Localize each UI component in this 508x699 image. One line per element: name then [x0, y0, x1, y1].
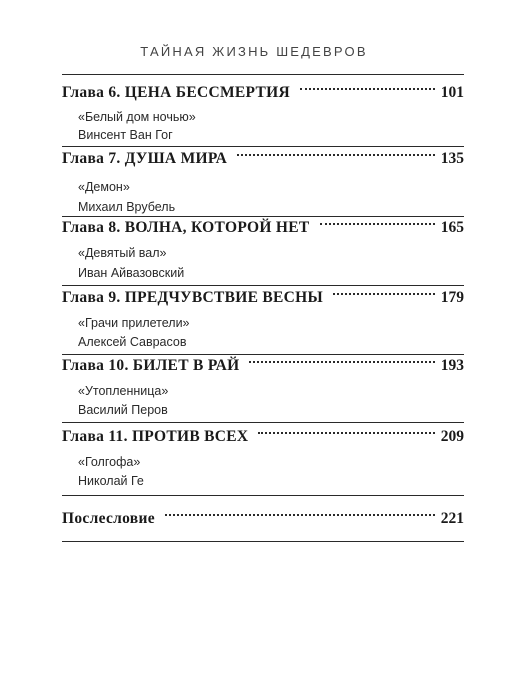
dot-leader	[258, 432, 434, 434]
toc-chapter-10[interactable]	[62, 357, 464, 375]
chapter-title: Глава 9. ПРЕДЧУВСТВИЕ ВЕСНЫ	[62, 289, 324, 306]
chapter-title: Глава 8. ВОЛНА, КОТОРОЙ НЕТ	[62, 219, 310, 236]
artist-name: Иван Айвазовский	[78, 266, 185, 280]
toc-afterword[interactable]	[62, 510, 464, 528]
toc-chapter-8[interactable]	[62, 219, 464, 237]
divider	[62, 285, 464, 286]
toc-chapter-11[interactable]	[62, 428, 464, 446]
dot-leader	[333, 293, 435, 295]
divider	[62, 422, 464, 423]
artist-name: Винсент Ван Гог	[78, 128, 173, 142]
work-title: «Утопленница»	[78, 384, 169, 398]
dot-leader	[300, 88, 435, 90]
work-title: «Белый дом ночью»	[78, 110, 196, 124]
chapter-title: Глава 11. ПРОТИВ ВСЕХ	[62, 428, 249, 445]
work-title: «Грачи прилетели»	[78, 316, 190, 330]
running-head: ТАЙНАЯ ЖИЗНЬ ШЕДЕВРОВ	[140, 44, 368, 59]
page-number: 209	[440, 428, 464, 445]
toc-chapter-7[interactable]	[62, 150, 464, 168]
divider	[62, 216, 464, 217]
work-title: «Голгофа»	[78, 455, 141, 469]
page-number: 165	[440, 219, 464, 236]
dot-leader	[165, 514, 435, 516]
afterword-title: Послесловие	[62, 510, 155, 527]
divider	[62, 146, 464, 147]
artist-name: Михаил Врубель	[78, 200, 176, 214]
chapter-title: Глава 10. БИЛЕТ В РАЙ	[62, 357, 240, 374]
work-title: «Девятый вал»	[78, 246, 167, 260]
toc-chapter-6[interactable]	[62, 84, 464, 102]
page-number: 179	[440, 289, 464, 306]
chapter-title: Глава 6. ЦЕНА БЕССМЕРТИЯ	[62, 84, 290, 101]
dot-leader	[320, 223, 435, 225]
divider	[62, 74, 464, 75]
divider	[62, 354, 464, 355]
artist-name: Алексей Саврасов	[78, 335, 187, 349]
work-title: «Демон»	[78, 180, 130, 194]
page-number: 193	[440, 357, 464, 374]
page-number: 101	[440, 84, 464, 101]
dot-leader	[237, 154, 435, 156]
divider	[62, 541, 464, 542]
dot-leader	[249, 361, 434, 363]
artist-name: Василий Перов	[78, 403, 168, 417]
toc-chapter-9[interactable]	[62, 289, 464, 307]
chapter-title: Глава 7. ДУША МИРА	[62, 150, 228, 167]
page-number: 221	[440, 510, 464, 527]
page-number: 135	[440, 150, 464, 167]
divider	[62, 495, 464, 496]
artist-name: Николай Ге	[78, 474, 144, 488]
